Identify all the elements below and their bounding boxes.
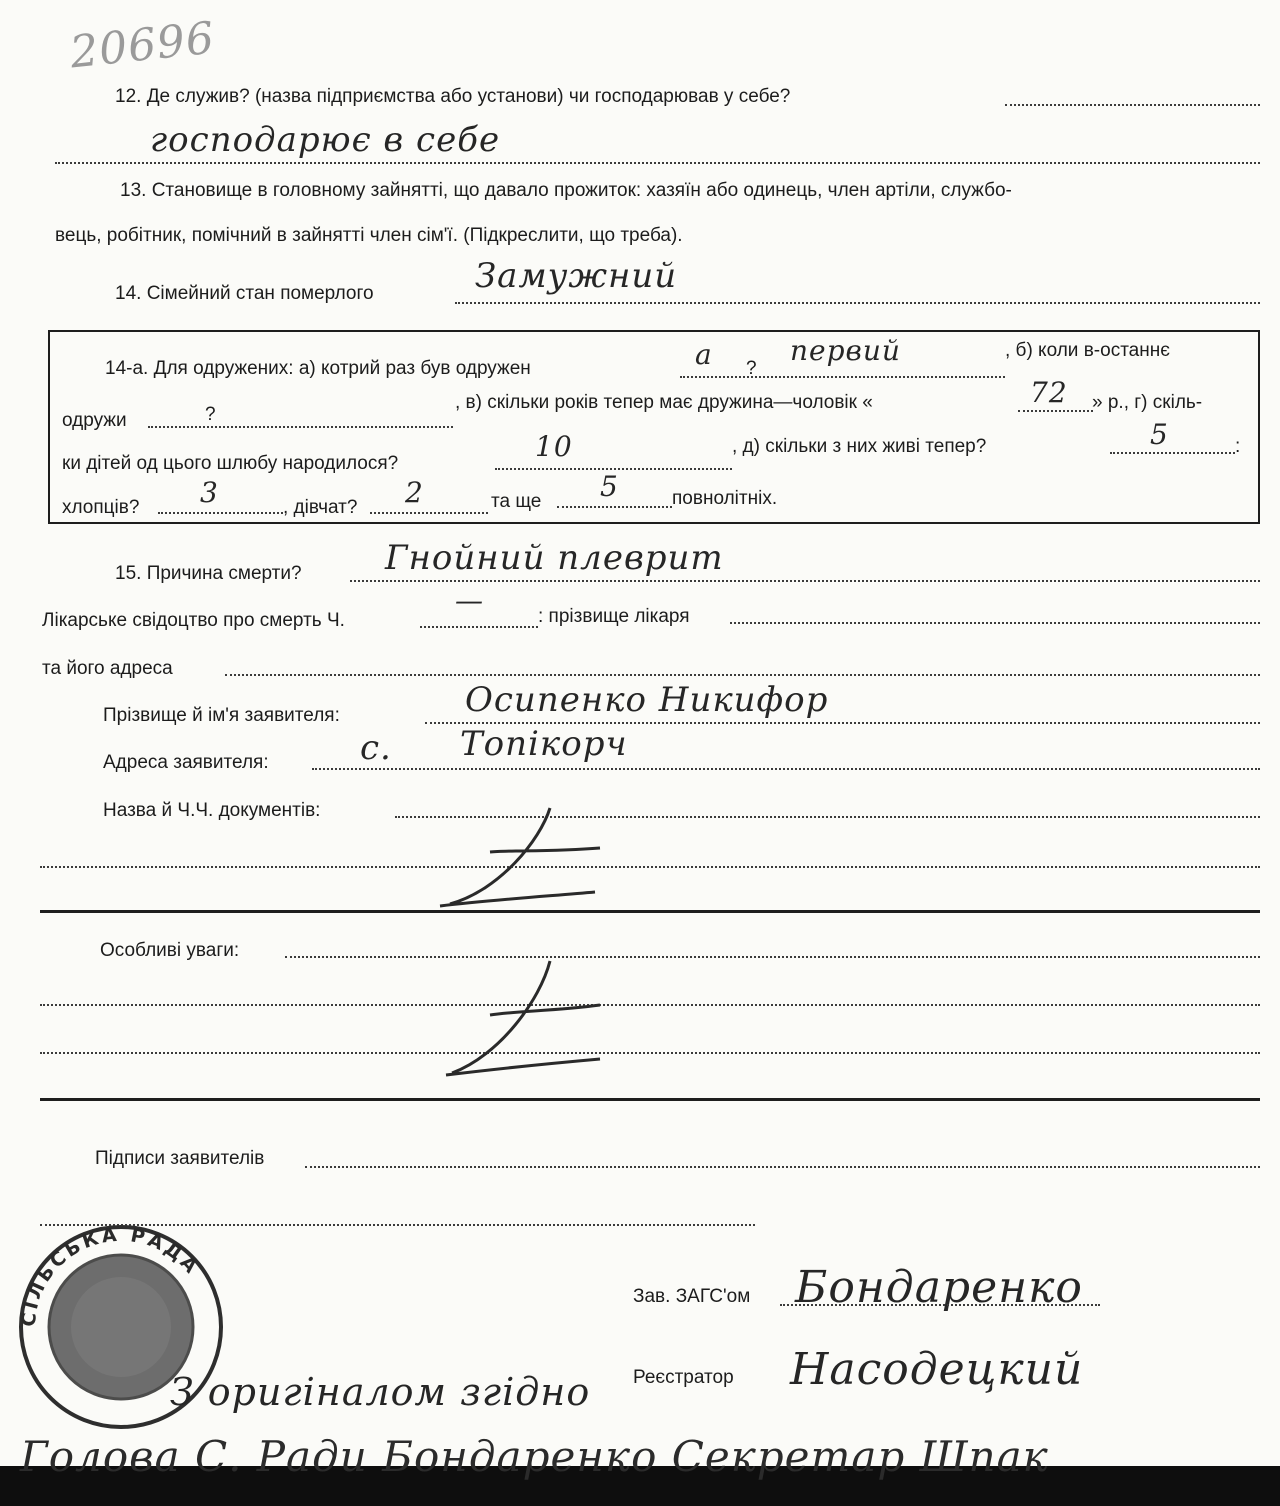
q14a-v-answer: 72 (1030, 376, 1068, 409)
q13-line1: 13. Становище в головному зайнятті, що давало прожиток: хазяїн або одинець, член артіли, службо- (120, 180, 1012, 201)
applicant-docs-line-2 (40, 866, 1260, 868)
applicant-address-prefix: с. (360, 728, 392, 768)
applicant-address-line (312, 768, 1260, 770)
q14a-line2-prefix: одружи (62, 410, 127, 431)
registrar-signature: Насодецкий (790, 1344, 1084, 1395)
head-label: Зав. ЗАГС'ом (633, 1286, 751, 1307)
q14a-girls-label: , дівчат? (283, 497, 358, 518)
applicant-docs-label: Назва й Ч.Ч. документів: (103, 800, 321, 821)
q14a-line2-suffix: » р., г) скіль- (1092, 392, 1203, 413)
applicant-address-answer: Топікорч (460, 724, 628, 764)
q14a-boys-answer: 3 (200, 476, 219, 509)
q14a-girls-line (370, 512, 488, 514)
q14a-a-answer: первий (790, 334, 901, 367)
head-line (780, 1304, 1100, 1306)
q15-answer: Гнойний плеврит (385, 538, 724, 578)
applicant-name-label: Прізвище й ім'я заявителя: (103, 705, 340, 726)
q14a-a-mark: а (695, 338, 713, 371)
q14a-a-question: ? (746, 358, 757, 379)
q14a-b-line (148, 426, 453, 428)
q13-line2: вець, робітник, помічний в зайнятті член сім'ї. (Підкреслити, що треба). (55, 225, 683, 246)
stamp-text: СІЛЬСЬКА РАДА (17, 1223, 204, 1328)
q14-line (455, 302, 1260, 304)
q14a-line1-suffix: , б) коли в-останнє (1005, 340, 1170, 361)
q12-dots (1005, 104, 1260, 106)
special-line-2 (40, 1004, 1260, 1006)
head-signature: Бондаренко (795, 1262, 1083, 1313)
q14a-d-line (1110, 452, 1235, 454)
q14a-boys-label: хлопців? (62, 497, 140, 518)
medical-doctor-label: : прізвище лікаря (538, 606, 690, 627)
bottom-signature-line: Голова С. Ради Бондаренко Секретар Шпак (20, 1432, 1049, 1481)
q12-answer: господарює в себе (150, 120, 501, 160)
special-line-1 (285, 956, 1260, 958)
medical-address-label: та його адреса (42, 658, 173, 679)
q12-label: 12. Де служив? (назва підприємства або установи) чи господарював у себе? (115, 86, 791, 107)
special-z-mark (440, 955, 630, 1085)
docs-z-mark (430, 800, 630, 915)
medical-cert-answer: — (455, 584, 484, 617)
section-rule-1 (40, 910, 1260, 913)
q14a-line3-colon: : (1235, 436, 1241, 457)
q12-answer-line (55, 162, 1260, 164)
q14a-more-label: та ще (491, 491, 542, 512)
registrar-label: Реєстратор (633, 1367, 734, 1388)
medical-address-line (225, 674, 1260, 676)
special-label: Особливі уваги: (100, 940, 240, 961)
archive-number: 20696 (67, 12, 218, 79)
q14a-line3-prefix: ки дітей од цього шлюбу народилося? (62, 453, 399, 474)
q14a-adult-label: повнолітніх. (672, 488, 778, 509)
q15-line (350, 580, 1260, 582)
applicants-signature-line (305, 1166, 1260, 1168)
special-line-3 (40, 1052, 1260, 1054)
q14a-line1-prefix: 14-а. Для одружених: а) котрий раз був одружен (105, 358, 531, 379)
q14a-v-line (1018, 410, 1093, 412)
section-rule-2 (40, 1098, 1260, 1101)
medical-cert-line (420, 626, 538, 628)
medical-cert-label: Лікарське свідоцтво про смерть Ч. (42, 610, 345, 631)
applicant-address-label: Адреса заявителя: (103, 752, 269, 773)
q14a-boys-line (158, 512, 283, 514)
q14-label: 14. Сімейний стан померлого (115, 283, 374, 304)
q14a-more-answer: 5 (600, 470, 619, 503)
medical-doctor-line (730, 622, 1260, 624)
q15-label: 15. Причина смерти? (115, 563, 302, 584)
q14a-line2-mid: , в) скільки років тепер має дружина—чоловік « (455, 392, 873, 413)
applicants-signature-label: Підписи заявителів (95, 1148, 265, 1169)
q14a-b-answer: ? (205, 404, 216, 425)
q14a-line3-mid: , д) скільки з них живі тепер? (732, 436, 987, 457)
q14a-more-line (557, 506, 672, 508)
q14a-d-answer: 5 (1150, 418, 1169, 451)
applicant-name-answer: Осипенко Никифор (465, 680, 829, 720)
q14a-a-line (680, 376, 1005, 378)
q14-answer: Замужний (475, 256, 678, 296)
q14a-g-answer: 10 (535, 430, 573, 463)
q14a-girls-answer: 2 (405, 476, 424, 509)
copy-note: З оригіналом згідно (170, 1370, 591, 1414)
